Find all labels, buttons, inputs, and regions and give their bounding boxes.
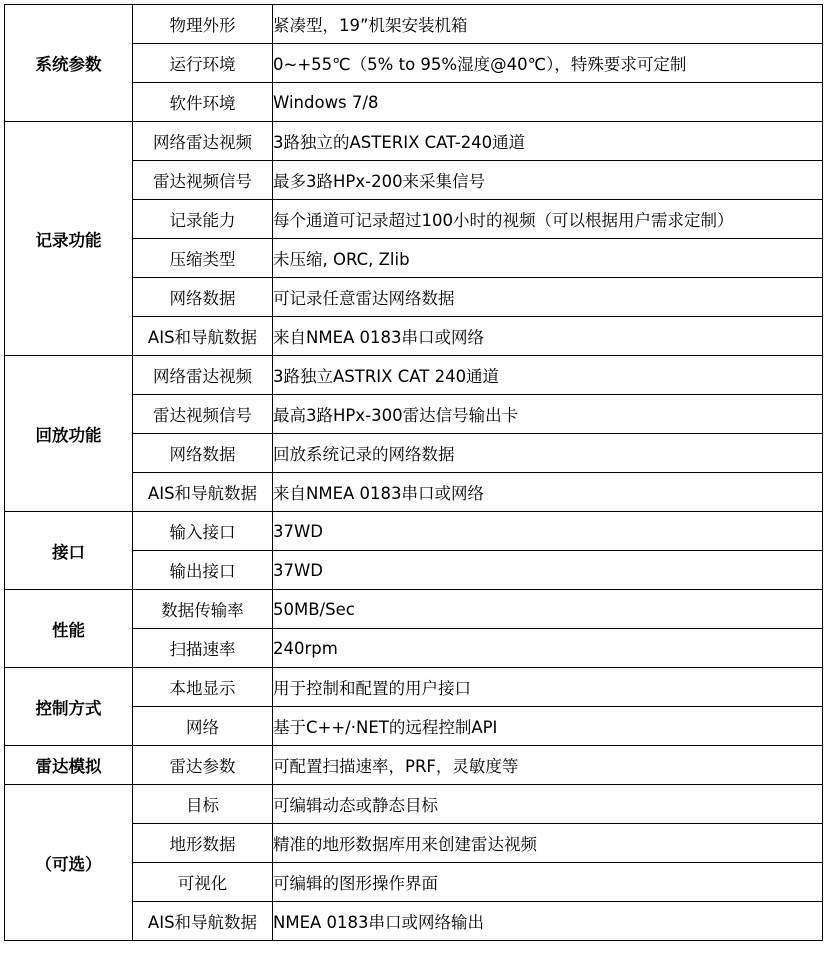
value-cell: 3路独立的ASTERIX CAT-240通道 [273, 122, 823, 161]
value-cell: 紧凑型，19”机架安装机箱 [273, 5, 823, 44]
table-row [5, 668, 823, 707]
value-cell: 0~+55℃（5% to 95%湿度@40℃），特殊要求可定制 [273, 44, 823, 83]
value-cell: 未压缩, ORC, Zlib [273, 239, 823, 278]
item-cell: 记录能力 [133, 200, 273, 239]
item-cell: 输入接口 [133, 512, 273, 551]
value-cell: 37WD [273, 512, 823, 551]
item-cell: 数据传输率 [133, 590, 273, 629]
item-cell: 扫描速率 [133, 629, 273, 668]
value-cell: 用于控制和配置的用户接口 [273, 668, 823, 707]
spec-table [4, 4, 823, 941]
category-cell: 雷达模拟 [5, 746, 133, 785]
category-cell: 接口 [5, 512, 133, 590]
item-cell: 网络数据 [133, 434, 273, 473]
item-cell: 地形数据 [133, 824, 273, 863]
value-cell: 精准的地形数据库用来创建雷达视频 [273, 824, 823, 863]
value-cell: 可编辑动态或静态目标 [273, 785, 823, 824]
item-cell: 运行环境 [133, 44, 273, 83]
item-cell: 雷达视频信号 [133, 161, 273, 200]
table-row [5, 512, 823, 551]
value-cell: 50MB/Sec [273, 590, 823, 629]
table-row [5, 746, 823, 785]
item-cell: 网络数据 [133, 278, 273, 317]
value-cell: 可记录任意雷达网络数据 [273, 278, 823, 317]
value-cell: 可编辑的图形操作界面 [273, 863, 823, 902]
category-cell: 系统参数 [5, 5, 133, 122]
category-cell: （可选） [5, 785, 133, 941]
table-row [5, 122, 823, 161]
item-cell: 本地显示 [133, 668, 273, 707]
value-cell: 240rpm [273, 629, 823, 668]
item-cell: AIS和导航数据 [133, 902, 273, 941]
value-cell: 基于C++/·NET的远程控制API [273, 707, 823, 746]
value-cell: 可配置扫描速率，PRF，灵敏度等 [273, 746, 823, 785]
value-cell: 最高3路HPx-300雷达信号输出卡 [273, 395, 823, 434]
item-cell: AIS和导航数据 [133, 317, 273, 356]
value-cell: 37WD [273, 551, 823, 590]
value-cell: 来自NMEA 0183串口或网络 [273, 473, 823, 512]
item-cell: AIS和导航数据 [133, 473, 273, 512]
item-cell: 压缩类型 [133, 239, 273, 278]
item-cell: 雷达参数 [133, 746, 273, 785]
item-cell: 输出接口 [133, 551, 273, 590]
item-cell: 雷达视频信号 [133, 395, 273, 434]
item-cell: 目标 [133, 785, 273, 824]
table-row [5, 785, 823, 824]
table-row [5, 590, 823, 629]
value-cell: Windows 7/8 [273, 83, 823, 122]
value-cell: 每个通道可记录超过100小时的视频（可以根据用户需求定制） [273, 200, 823, 239]
value-cell: 回放系统记录的网络数据 [273, 434, 823, 473]
item-cell: 软件环境 [133, 83, 273, 122]
value-cell: NMEA 0183串口或网络输出 [273, 902, 823, 941]
category-cell: 性能 [5, 590, 133, 668]
item-cell: 可视化 [133, 863, 273, 902]
item-cell: 网络雷达视频 [133, 122, 273, 161]
table-row [5, 5, 823, 44]
table-row [5, 356, 823, 395]
item-cell: 网络 [133, 707, 273, 746]
category-cell: 控制方式 [5, 668, 133, 746]
category-cell: 回放功能 [5, 356, 133, 512]
category-cell: 记录功能 [5, 122, 133, 356]
item-cell: 物理外形 [133, 5, 273, 44]
value-cell: 来自NMEA 0183串口或网络 [273, 317, 823, 356]
item-cell: 网络雷达视频 [133, 356, 273, 395]
value-cell: 最多3路HPx-200来采集信号 [273, 161, 823, 200]
value-cell: 3路独立ASTRIX CAT 240通道 [273, 356, 823, 395]
